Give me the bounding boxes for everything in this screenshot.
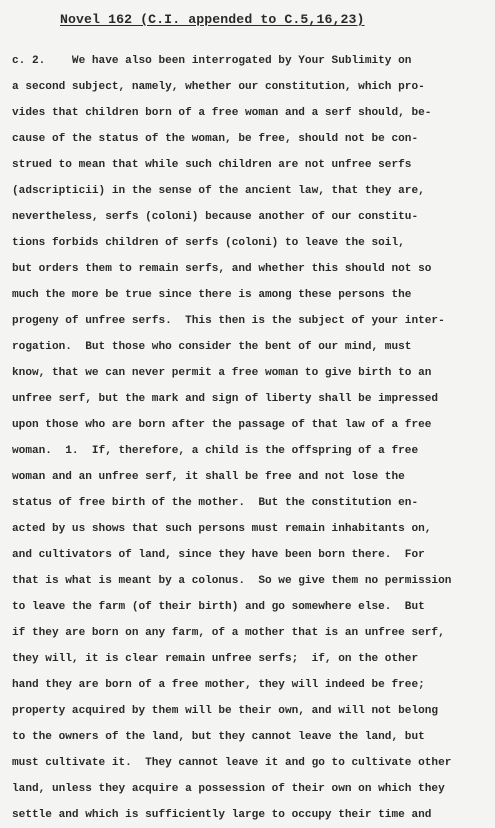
- text-line: property acquired by them will be their own, and will not belong: [12, 705, 439, 717]
- text-line: (adscripticii) in the sense of the ancient law, that they are,: [12, 185, 425, 197]
- text-line: if they are born on any farm, of a mother that is an unfree serf,: [12, 627, 445, 639]
- text-line: c. 2. We have also been interrogated by Your Sublimity on: [12, 55, 412, 67]
- text-line: strued to mean that while such children are not unfree serfs: [12, 159, 412, 171]
- text-line: vides that children born of a free woman and a serf should, be-: [12, 107, 432, 119]
- text-line: that is what is meant by a colonus. So we give them no permission: [12, 575, 452, 587]
- text-line: unfree serf, but the mark and sign of liberty shall be impressed: [12, 393, 439, 405]
- text-line: but orders them to remain serfs, and whether this should not so: [12, 263, 432, 275]
- text-line: woman. 1. If, therefore, a child is the offspring of a free: [12, 445, 419, 457]
- text-line: settle and which is sufficiently large to occupy their time and: [12, 809, 432, 821]
- text-line: much the more be true since there is among these persons the: [12, 289, 412, 301]
- text-line: they will, it is clear remain unfree serfs; if, on the other: [12, 653, 419, 665]
- document-heading: Novel 162 (C.I. appended to C.5,16,23): [60, 12, 365, 27]
- text-line: know, that we can never permit a free woman to give birth to an: [12, 367, 432, 379]
- text-line: upon those who are born after the passage of that law of a free: [12, 419, 432, 431]
- text-line: to the owners of the land, but they cannot leave the land, but: [12, 731, 425, 743]
- text-line: acted by us shows that such persons must remain inhabitants on,: [12, 523, 432, 535]
- text-line: tions forbids children of serfs (coloni) to leave the soil,: [12, 237, 405, 249]
- text-line: and cultivators of land, since they have been born there. For: [12, 549, 425, 561]
- text-line: land, unless they acquire a possession of their own on which they: [12, 783, 445, 795]
- document-body: [12, 48, 451, 828]
- text-line: to leave the farm (of their birth) and go somewhere else. But: [12, 601, 425, 613]
- text-line: status of free birth of the mother. But the constitution en-: [12, 497, 419, 509]
- text-line: must cultivate it. They cannot leave it and go to cultivate other: [12, 757, 452, 769]
- text-line: nevertheless, serfs (coloni) because another of our constitu-: [12, 211, 419, 223]
- text-line: woman and an unfree serf, it shall be free and not lose the: [12, 471, 405, 483]
- text-line: hand they are born of a free mother, they will indeed be free;: [12, 679, 425, 691]
- text-line: cause of the status of the woman, be free, should not be con-: [12, 133, 419, 145]
- text-line: a second subject, namely, whether our constitution, which pro-: [12, 81, 425, 93]
- text-line: progeny of unfree serfs. This then is the subject of your inter-: [12, 315, 445, 327]
- text-line: rogation. But those who consider the bent of our mind, must: [12, 341, 412, 353]
